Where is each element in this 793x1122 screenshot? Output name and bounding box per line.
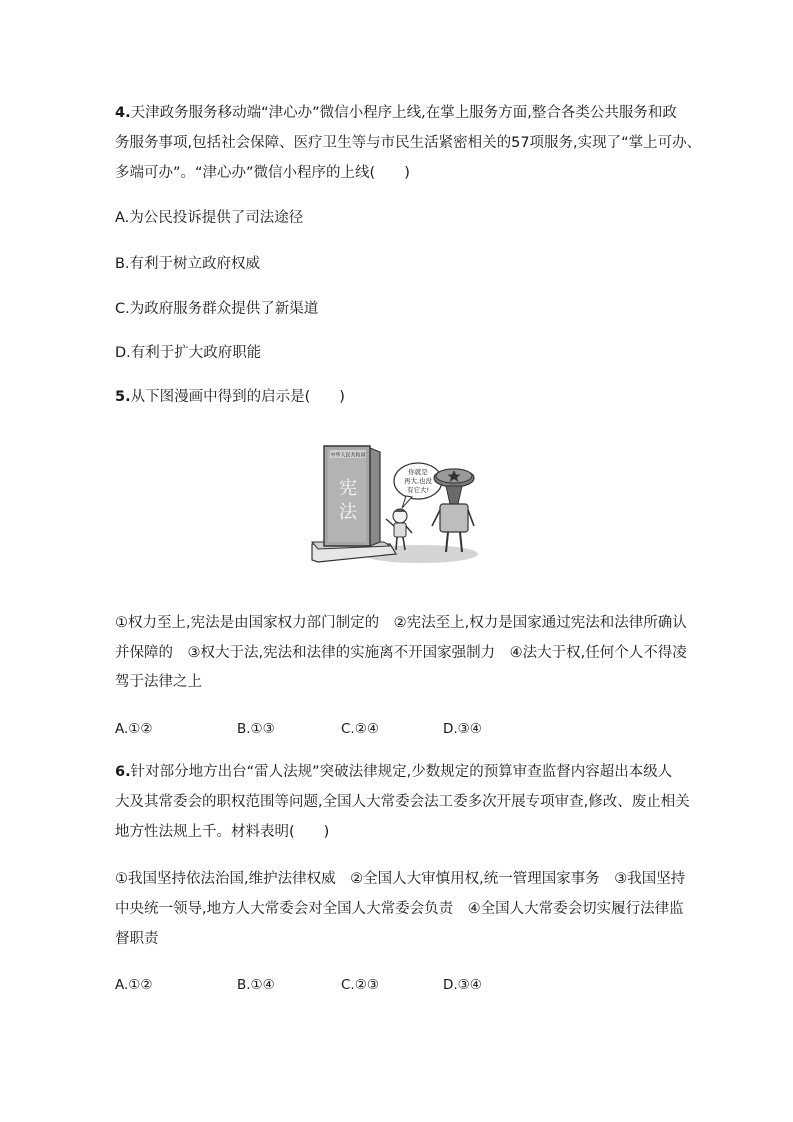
q6-statements-line-1: ①我国坚持依法治国,维护法律权威 ②全国人大审慎用权,统一管理国家事务 ③我国坚持	[115, 871, 686, 887]
q4-number: 4.	[115, 105, 131, 121]
q6-statements-line-3: 督职责	[115, 931, 159, 947]
q5-option-d: D.③④	[443, 721, 482, 737]
q6-option-a: A.①②	[115, 977, 153, 993]
stele-char-1: 宪	[339, 478, 357, 499]
q6-option-b: B.①④	[237, 977, 275, 993]
q4-stem-text-1: 天津政务服务移动端“津心办”微信小程序上线,在掌上服务方面,整合各类公共服务和政	[130, 105, 677, 121]
q6-option-c: C.②③	[341, 977, 379, 993]
q5-option-c: C.②④	[341, 721, 379, 737]
q4-stem-line-3: 多端可办”。“津心办”微信小程序的上线( )	[115, 165, 410, 181]
q5-option-a: A.①②	[115, 721, 153, 737]
bubble-line-2: 再大,也没	[403, 477, 433, 485]
q6-stem-text-1: 针对部分地方出台“雷人法规”突破法律规定,少数规定的预算审查监督内容超出本级人	[130, 764, 673, 780]
q5-stem-text: 从下图漫画中得到的启示是( )	[130, 389, 345, 405]
q5-option-b: B.①③	[237, 721, 275, 737]
q5-number: 5.	[115, 389, 131, 405]
q4-option-d: D.有利于扩大政府职能	[115, 345, 262, 361]
official-figure	[432, 469, 474, 552]
q5-stem	[115, 387, 345, 407]
stele-char-2: 法	[339, 502, 357, 523]
q4-option-c: C.为政府服务群众提供了新渠道	[115, 301, 319, 317]
q6-stem-line-2: 大及其常委会的职权范围等问题,全国人大常委会法工委多次开展专项审查,修改、废止相关	[115, 794, 690, 810]
q6-stem-line-3: 地方性法规上千。材料表明( )	[115, 824, 330, 840]
stele-top-text: 中华人民共和国	[330, 452, 366, 459]
q4-option-b: B.有利于树立政府权威	[115, 256, 261, 272]
q6-statements-line-2: 中央统一领导,地方人大常委会对全国人大常委会负责 ④全国人大常委会切实履行法律监	[115, 901, 684, 917]
q5-statements-line-2: 并保障的 ③权大于法,宪法和法律的实施离不开国家强制力 ④法大于权,任何个人不得凌	[115, 645, 687, 661]
q5-statements-line-1: ①权力至上,宪法是由国家权力部门制定的 ②宪法至上,权力是国家通过宪法和法律所确认	[115, 615, 687, 631]
q5-statements-line-3: 驾于法律之上	[115, 674, 202, 690]
q4-stem-line-2: 务服务事项,包括社会保障、医疗卫生等与市民生活紧密相关的57项服务,实现了“掌上可办、	[115, 135, 702, 151]
bubble-line-1: 你就是	[408, 468, 428, 476]
bubble-line-3: 有它大!	[406, 486, 430, 494]
q6-number: 6.	[115, 764, 131, 780]
q6-option-d: D.③④	[443, 977, 482, 993]
q4-option-a: A.为公民投诉提供了司法途径	[115, 210, 304, 226]
constitution-cartoon	[308, 436, 480, 568]
q6-stem-line-1	[115, 762, 672, 782]
q4-stem-line-1	[115, 103, 677, 123]
